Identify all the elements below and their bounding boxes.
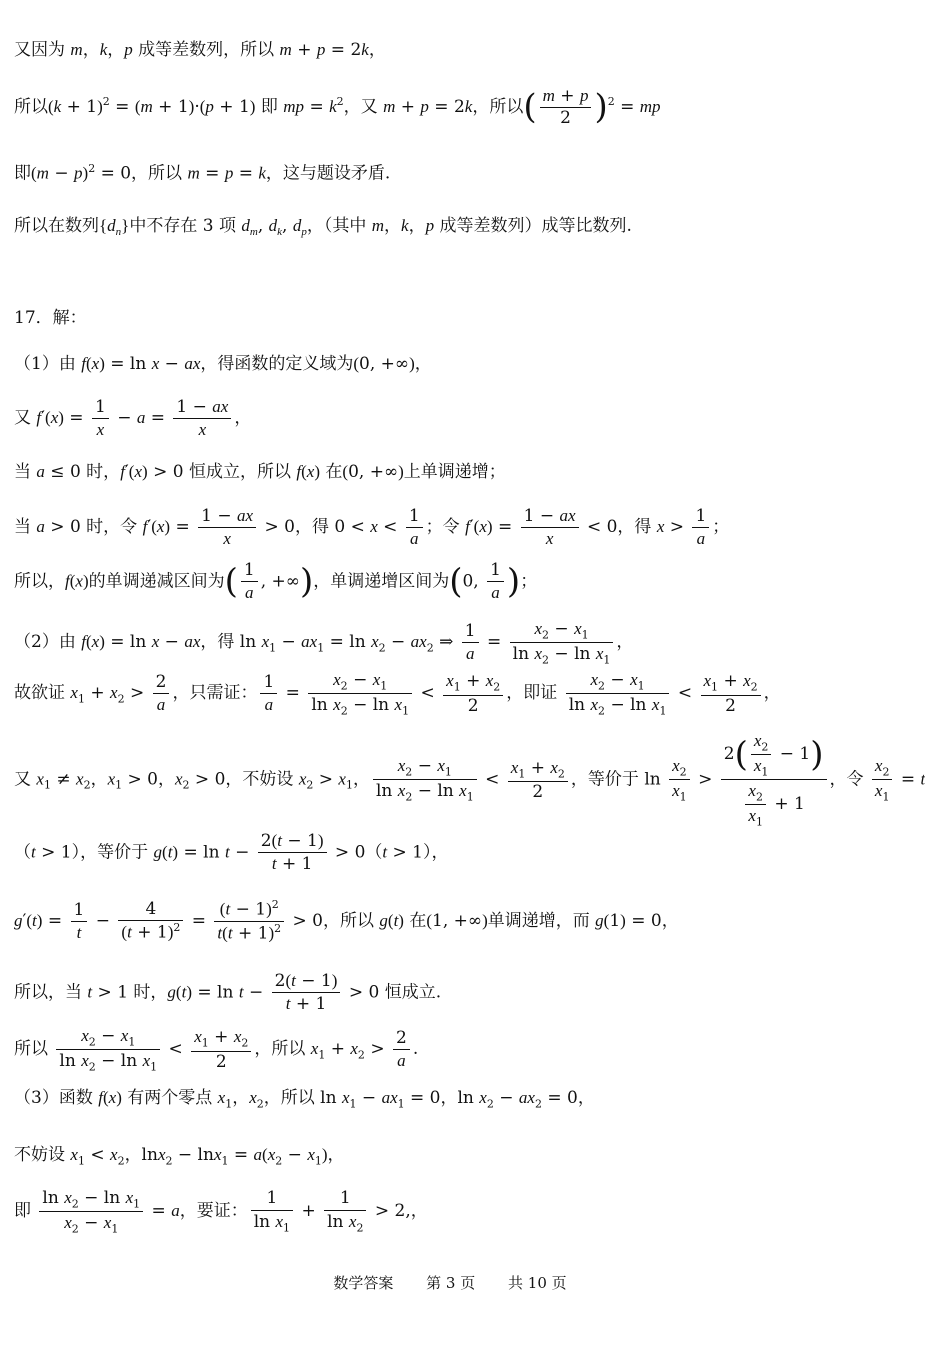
page-footer	[0, 1272, 900, 1293]
text-line-14: （t > 1），等价于 g(t) = ln t − $\frac{2(t - 1)}{t + 1}$ > 0（t > 1），	[14, 831, 449, 875]
text-line-15: g′(t) = $\frac{1}{t}$ − $\frac{4}{(t + 1)^2}$ = $\frac{(t - 1)^2}{t(t + 1)^2}$ > 0，所以 g(t) 在(1, +∞)单调递增，而 g(1) = 0，	[14, 898, 679, 944]
text-line-4: 所以在数列$\{d_n\}$中不存在 3 项 $d_m$, $d_k$, $d_p$，（其中 m，k，p 成等差数列）成等比数列.	[14, 216, 632, 239]
text-line-8: 当 a ≤ 0 时，f′(x) > 0 恒成立，所以 f(x) 在(0, +∞)上单调递增；	[14, 462, 506, 482]
text-line-9: 当 a > 0 时，令 f′(x) = $\frac{1 - ax}{x}$ > 0，得 0 < x < $\frac{1}{a}$ ；令 f′(x) = $\frac{1 - ax}{x}$ < 0，得 x > $\frac{1}{a}$ ；	[14, 505, 730, 549]
text-line-12: 故欲证 $x_1 + x_2$ > $\frac{2}{a}$ ，只需证： $\frac{1}{a}$ = $\frac{x_2 - x_1}{\ln x_2 - \ln x_1}$ < $\frac{x_1 + x_2}{2}$ ，即证 $\frac{x_2 - x_1}{\ln x_2 - \ln x_1}$ < $\frac{x_1 + x_2}{2}$ ，	[14, 670, 781, 718]
text-line-10: 所以，f(x)的单调递减区间为( $\frac{1}{a}$ , +∞)，单调递增区间为(0, $\frac{1}{a}$ )；	[14, 560, 538, 603]
footer-page-number: 第 3 页	[426, 1274, 476, 1292]
text-line-3: 即$(m - p)^2 = 0$，所以 m = p = k，这与题设矛盾.	[14, 162, 391, 184]
text-line-19: 不妨设 $x_1 < x_2$，$\ln x_2 - \ln x_1 = a(x_2 - x_1)$，	[14, 1145, 345, 1168]
text-line-11: （2）由 f(x) = ln x − ax，得 $\ln x_1 - ax_1 = \ln x_2 - ax_2$ ⇒ $\frac{1}{a}$ = $\frac{x_2 - x_1}{\ln x_2 - \ln x_1}$ ，	[14, 619, 634, 667]
text-line-7: 又 f′(x) = $\frac{1}{x}$ − a = $\frac{1 - ax}{x}$ ，	[14, 396, 252, 440]
text-line-17: 所以 $\frac{x_2 - x_1}{\ln x_2 - \ln x_1}$ < $\frac{x_1 + x_2}{2}$ ，所以 $x_1 + x_2$ > $\frac{2}{a}$ .	[14, 1026, 419, 1074]
footer-total-pages: 共 10 页	[508, 1274, 567, 1292]
text-line-16: 所以，当 t > 1 时，g(t) = ln t − $\frac{2(t - 1)}{t + 1}$ > 0 恒成立.	[14, 971, 442, 1015]
text-line-5-problem-17: 17．解：	[14, 308, 87, 328]
text-line-13: 又 $x_1 \ne x_2$，$x_1 > 0$，$x_2 > 0$，不妨设 $x_2 > x_1$， $\frac{x_2 - x_1}{\ln x_2 - \ln x_1}$ < $\frac{x_1 + x_2}{2}$ ，等价于 ln $\frac{x_2}{x_1}$ > 2( $\frac{x_2}{x_1}$ − 1) $\frac{x_2}{x_1}$ + 1 ，令 $\frac{x_2}{x_1}$ = t	[14, 731, 925, 829]
text-line-6: （1）由 f(x) = ln x − ax，得函数的定义域为(0, +∞)，	[14, 354, 432, 374]
footer-subject: 数学答案	[333, 1274, 394, 1292]
text-line-18: （3）函数 f(x) 有两个零点 $x_1$，$x_2$，所以 $\ln x_1 - ax_1 = 0$，$\ln x_2 - ax_2 = 0$，	[14, 1088, 595, 1111]
text-line-1: 又因为 m，k，p 成等差数列，所以 m + p = 2k，	[14, 40, 386, 60]
text-line-2: 所以$(k + 1)^2 = (m + 1)\cdot(p + 1)$ 即 mp = $k^2$，又 m + p = 2k，所以( $\frac{m + p}{2}$ )$^2$ = mp	[14, 86, 661, 129]
text-line-20: 即 $\frac{\ln x_2 - \ln x_1}{x_2 - x_1}$ = a，要证： $\frac{1}{\ln x_1}$ + $\frac{1}{\ln x_2}$ > 2,，	[14, 1188, 428, 1236]
